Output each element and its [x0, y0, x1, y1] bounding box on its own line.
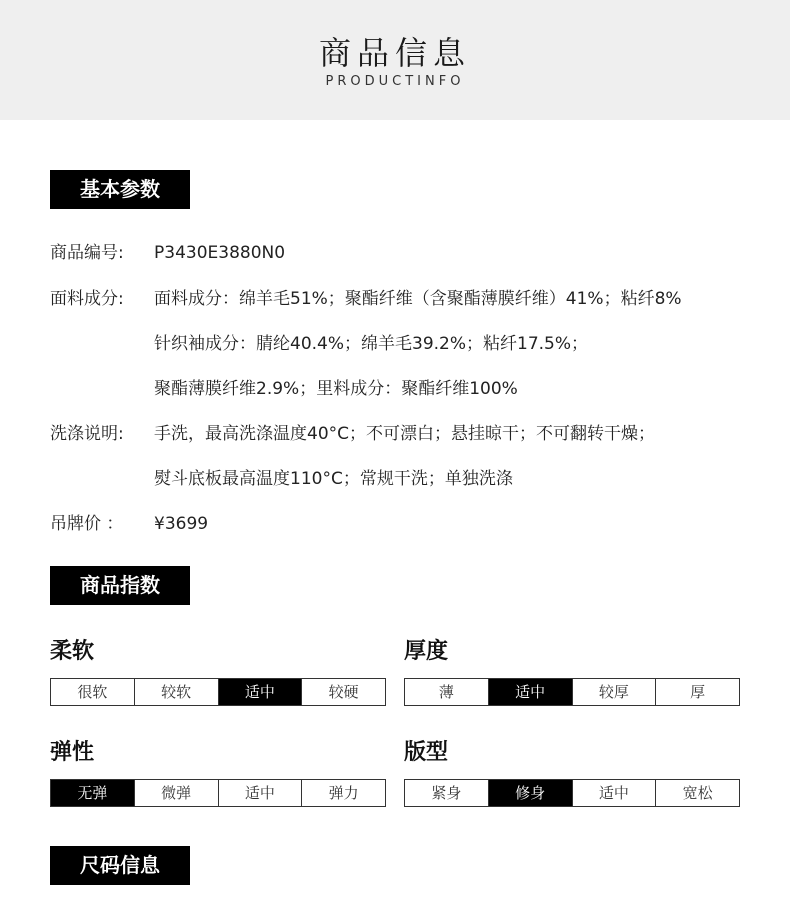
- wash-line: 手洗，最高洗涤温度40°C；不可漂白；悬挂晾干；不可翻转干燥；: [154, 424, 656, 444]
- price-value: ¥3699: [154, 514, 209, 534]
- material-line: 针织袖成分：腈纶40.4%；绵羊毛39.2%；粘纤17.5%；: [154, 334, 589, 354]
- scale-option: 紧身: [405, 780, 489, 806]
- scale-option: 适中: [573, 780, 657, 806]
- material-line: 面料成分：绵羊毛51%；聚酯纤维（含聚酯薄膜纤维）41%；粘纤8%: [154, 289, 682, 309]
- product-code-row: [50, 238, 285, 263]
- wash-label: 洗涤说明:: [50, 424, 124, 444]
- product-info-header: [0, 0, 790, 120]
- price-row: [50, 509, 208, 534]
- material-line: 聚酯薄膜纤维2.9%；里料成分：聚酯纤维100%: [154, 379, 518, 399]
- material-label: 面料成分:: [50, 289, 124, 309]
- section-product-index: 商品指数: [50, 566, 190, 605]
- product-code-value: P3430E3880N0: [154, 243, 286, 263]
- metric-thickness-title: 厚度: [404, 639, 449, 664]
- scale-option: 弹力: [328, 784, 359, 802]
- scale-option: 较厚: [573, 679, 657, 705]
- scale-option: 适中: [219, 679, 303, 705]
- scale-option: 很软: [51, 679, 135, 705]
- scale-option: 修身: [489, 780, 573, 806]
- page-title: 商品信息: [318, 34, 471, 72]
- price-label: 吊牌价 ：: [50, 514, 124, 534]
- fit-scale: [404, 779, 740, 807]
- scale-option: 厚: [690, 683, 706, 701]
- material-row: [50, 284, 682, 309]
- scale-option: 适中: [219, 780, 303, 806]
- scale-option: 较软: [135, 679, 219, 705]
- scale-option: 薄: [405, 679, 489, 705]
- softness-scale: [50, 678, 386, 706]
- section-basic-params: 基本参数: [50, 170, 190, 209]
- scale-option: 适中: [489, 679, 573, 705]
- wash-row: [50, 419, 655, 444]
- page-subtitle: PRODUCTINFO: [325, 74, 465, 89]
- product-code-label: 商品编号:: [50, 243, 124, 263]
- scale-option: 较硬: [328, 683, 359, 701]
- thickness-scale: [404, 678, 740, 706]
- scale-option: 无弹: [51, 780, 135, 806]
- metric-softness-title: 柔软: [50, 639, 95, 664]
- scale-option: 微弹: [135, 780, 219, 806]
- section-size-info: 尺码信息: [50, 846, 190, 885]
- wash-line: 熨斗底板最高温度110°C；常规干洗；单独洗涤: [154, 469, 513, 489]
- metric-fit-title: 版型: [404, 740, 449, 765]
- elasticity-scale: [50, 779, 386, 807]
- scale-option: 宽松: [682, 784, 713, 802]
- metric-elasticity-title: 弹性: [50, 740, 95, 765]
